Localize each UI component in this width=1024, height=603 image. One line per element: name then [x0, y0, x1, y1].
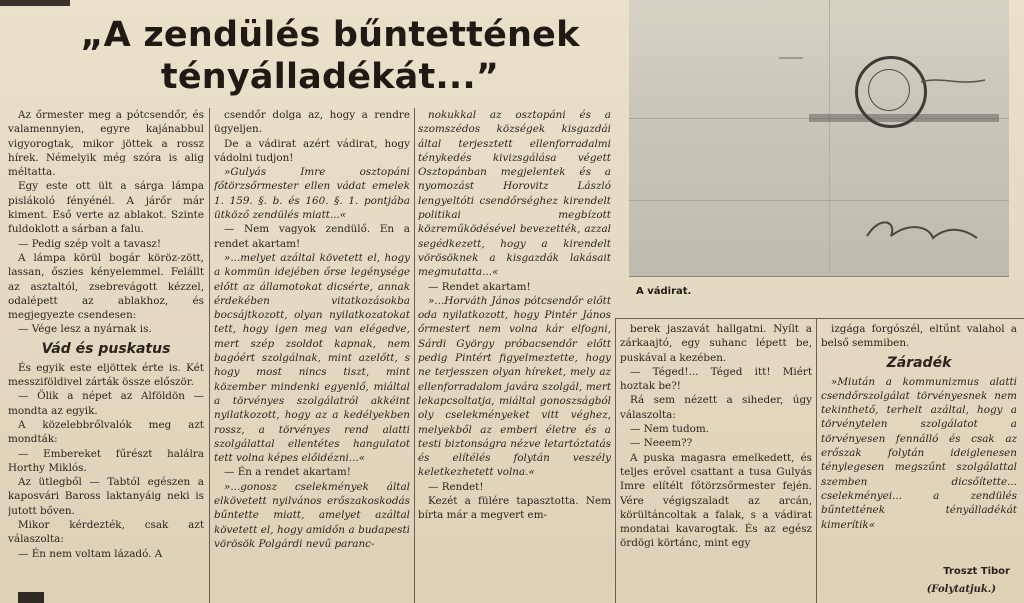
column-2 [214, 108, 410, 603]
col3-paragraph: — Rendet! [428, 480, 484, 493]
photo-caption: A vádirat. [636, 286, 692, 297]
column-divider [816, 318, 817, 603]
col2-quote: »...gonosz cselekmények által elkövetett nyilvános erőszakoskodás bűntette miatt, amelyet azáltal követett el, hogy amidőn a budapesti vörösök Polgárdi nevű paranc- [214, 480, 410, 550]
col5-quote: »Miután a kommunizmus alatti csendőrszolgálat törvényesnek nem tekinthető, terhelt azáltal, hogy a törvénytelen szolgálatot a törvényesen fennálló és csak az erőszak folytán ideiglenesen ténylegesen megszűnt szolgálattal szemben dicsőítette... cselekményei... a zendülés bűntettének tényálladékát kimerítik« [821, 375, 1017, 531]
ink-blot [18, 592, 44, 603]
indictment-photo [629, 0, 1009, 277]
col1-paragraph: — Pedig szép volt a tavasz! [18, 237, 162, 250]
column-5 [821, 322, 1017, 603]
col4-paragraph: berek jaszavát hallgatni. Nyílt a zárkaajtó, egy suhanc lépett be, puskával a kezében. [620, 323, 812, 364]
col2-paragraph: — Nem vagyok zendülő. En a rendet akartam! [214, 223, 410, 250]
col2-paragraph: csendőr dolga az, hogy a rendre ügyeljen. [214, 109, 410, 136]
col1-paragraph: Mikor kérdezték, csak azt válaszolta: [8, 519, 204, 546]
col1-paragraph: Egy este ott ült a sárga lámpa pislákoló fényénél. A járőr már kiment. Eső verte az ablakot. Szinte fuldoklott a sárban a falu. [8, 180, 204, 236]
col2-paragraph: — Én a rendet akartam! [224, 466, 351, 479]
col2-quote: »Gulyás Imre osztopáni főtörzsőrmester ellen vádat emelek 1. 159. §. b. és 160. §. 1. pontjába ütköző zendülés miatt...« [214, 166, 410, 222]
signature-scribble-icon [629, 0, 1009, 276]
col2-paragraph: De a vádirat azért vádirat, hogy vádolni tudjon! [214, 137, 410, 164]
top-rule-bar [0, 0, 70, 6]
col1-paragraph: — Ölik a népet az Alföldön — mondta az egyik. [8, 390, 204, 417]
col3-quote: »...Horváth János pótcsendőr előtt oda nyilatkozott, hogy Pintér János őrmestert nem volna kár elfogni, Sárdi György próbacsendőr előtt pedig Pintért figyelmeztette, hogy ne terjesszen olyan híreket, mely az ellenforradalom javára szolgál, mert lekapcsoltatja, miáltal gonoszságból oly cselekményeket vitt véghez, melyekből az emberi életre és a testi biztonságra nézve letartóztatás és elítélés folytán veszély keletkezhetett volna.« [418, 294, 611, 479]
article-headline [60, 14, 600, 98]
col5-paragraph: izgága forgószél, eltűnt valahol a belső semmiben. [821, 323, 1017, 350]
column-divider [615, 318, 616, 603]
col4-paragraph: — Téged!... Téged itt! Miért hoztak be?! [620, 365, 812, 393]
continued-note: (Folytatjuk.) [926, 584, 996, 595]
col1-paragraph: A közelebbrőlvalók meg azt mondták: [8, 418, 204, 446]
col4-paragraph: — Nem tudom. [630, 423, 710, 436]
column-4 [620, 322, 812, 603]
col1-paragraph: — Embereket fűrészt halálra Horthy Miklós. [8, 447, 204, 474]
col1-paragraph: — Én nem voltam lázadó. A [18, 547, 163, 560]
column-divider [209, 108, 210, 603]
column-1 [8, 108, 204, 603]
col2-quote: »...melyet azáltal követett el, hogy a kommün idejében őrse legénysége előtt az államotokat dicsérte, annak érdekében vitatkozásokba bocsájtkozott, olyan nyilatkozatokat tett, hogy igen meg van elégedve, mert szép zsoldot kapnak, nem bagóért szolgálnak, mint azelőtt, s hogy most nincs tiszt, mint közember mindenki egyenlő, miáltal a törvényes szolgálatról akkéint nyilatkozott, hogy az a kedélyekben rossz, a törvényes rend alatti szolgálattal ellentétes hangulatot tett volna képes előidézni...« [214, 251, 410, 465]
col1-paragraph: És egyik este eljöttek érte is. Két messziföldivel zárták össze először. [8, 361, 204, 389]
col4-paragraph: A puska magasra emelkedett, és teljes erővel csattant a tusa Gulyás Imre elítélt főtörzsőrmester fején. Vére végigszaladt az arcán, körültáncoltak a falak, s a vádirat mondatai kavarogtak. És az egész ördögi körtánc, mint egy [620, 451, 812, 550]
col4-paragraph: — Neeem?? [630, 437, 693, 450]
subhead-vad-es-puskatus: Vád és puskatus [41, 340, 171, 357]
section-rule [615, 318, 1024, 319]
col4-paragraph: Rá sem nézett a siheder, úgy válaszolta: [620, 394, 812, 421]
col3-quote: nokukkal az osztopáni és a szomszédos községek kisgazdái által terjesztett ellenforradalmi ténykedés kivizsgálása végett Osztopánban megjelentek és a nyomozást Horovitz László lengyeltóti csendőrséghez kirendelt politikai megbízott közreműködésével bevezették, azzal segédkezett, hogy a kirendelt vörösöknek a kisgazdák lakásait megmutatta...« [418, 109, 611, 279]
col3-paragraph: Kezét a fülére tapasztotta. Nem bírta már a megvert em- [418, 495, 611, 522]
author-byline: Troszt Tibor [943, 566, 1010, 577]
col1-paragraph: Az ütlegből — Tabtól egészen a kaposvári Baross laktanyáig neki is jutott bőven. [8, 476, 204, 517]
col1-paragraph: Az őrmester meg a pótcsendőr, és valamennyien, egyre kajánabbul vigyorogtak, mikor jöttek a rossz hírek. Némelyik még szóra is alig méltatta. [8, 109, 204, 179]
column-divider [414, 108, 415, 603]
col1-paragraph: A lámpa körül bogár köröz-zött, lassan, őszies kényelemmel. Felállt az asztaltól, zsebrevágott kézzel, odalépett az ablakhoz, és megjegyezte csendesen: [8, 251, 204, 322]
subhead-zaradek: Záradék [886, 354, 952, 371]
col3-paragraph: — Rendet akartam! [428, 280, 531, 293]
headline-line-2: tényálladékát...” [160, 57, 500, 97]
column-3 [418, 108, 611, 603]
headline-line-1: „A zendülés bűntettének [80, 15, 580, 55]
col1-paragraph: — Vége lesz a nyárnak is. [18, 323, 152, 336]
